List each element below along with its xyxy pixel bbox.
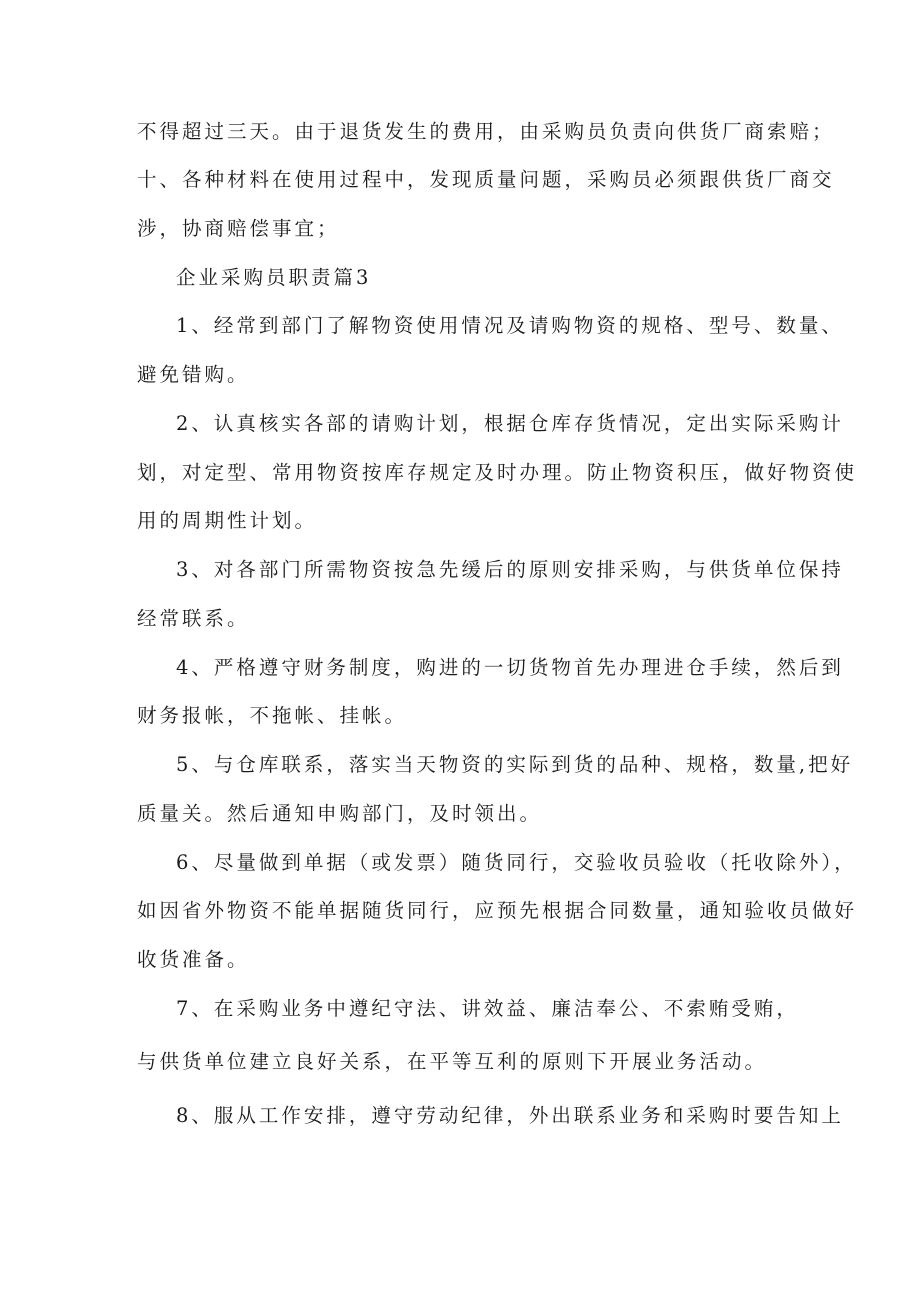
text-line: 7、在采购业务中遵纪守法、讲效益、廉洁奉公、不索贿受贿， xyxy=(176,997,799,1020)
text-line: 与供货单位建立良好关系，在平等互利的原则下开展业务活动。 xyxy=(137,1050,768,1073)
text-line: 避免错购。 xyxy=(137,363,250,386)
text-line: 财务报帐，不拖帐、挂帐。 xyxy=(137,704,408,727)
text-line: 划，对定型、常用物资按库存规定及时办理。防止物资积压，做好物资使 xyxy=(137,461,858,484)
text-line: 十、各种材料在使用过程中，发现质量问题，采购员必须跟供货厂商交 xyxy=(137,168,835,191)
text-line: 质量关。然后通知申购部门，及时领出。 xyxy=(137,802,543,825)
text-line: 2、认真核实各部的请购计划，根据仓库存货情况，定出实际采购计 xyxy=(176,412,844,435)
text-line: 8、服从工作安排，遵守劳动纪律，外出联系业务和采购时要告知上 xyxy=(176,1104,844,1127)
text-line: 用的周期性计划。 xyxy=(137,509,318,532)
text-line: 如因省外物资不能单据随货同行，应预先根据合同数量，通知验收员做好 xyxy=(137,899,858,922)
text-line: 3、对各部门所需物资按急先缓后的原则安排采购，与供货单位保持 xyxy=(176,558,844,581)
text-line: 1、经常到部门了解物资使用情况及请购物资的规格、型号、数量、 xyxy=(176,314,844,337)
text-line: 经常联系。 xyxy=(137,607,250,630)
text-line: 6、尽量做到单据（或发票）随货同行，交验收员验收（托收除外）， xyxy=(176,851,857,874)
text-line: 收货准备。 xyxy=(137,948,250,971)
text-line: 不得超过三天。由于退货发生的费用，由采购员负责向供货厂商索赔； xyxy=(137,120,835,143)
text-line: 5、与仓库联系，落实当天物资的实际到货的品种、规格，数量,把好 xyxy=(176,753,854,776)
section-heading: 企业采购员职责篇3 xyxy=(176,266,372,289)
text-line: 涉，协商赔偿事宜； xyxy=(137,217,340,240)
text-line: 4、严格遵守财务制度，购进的一切货物首先办理进仓手续，然后到 xyxy=(176,656,844,679)
